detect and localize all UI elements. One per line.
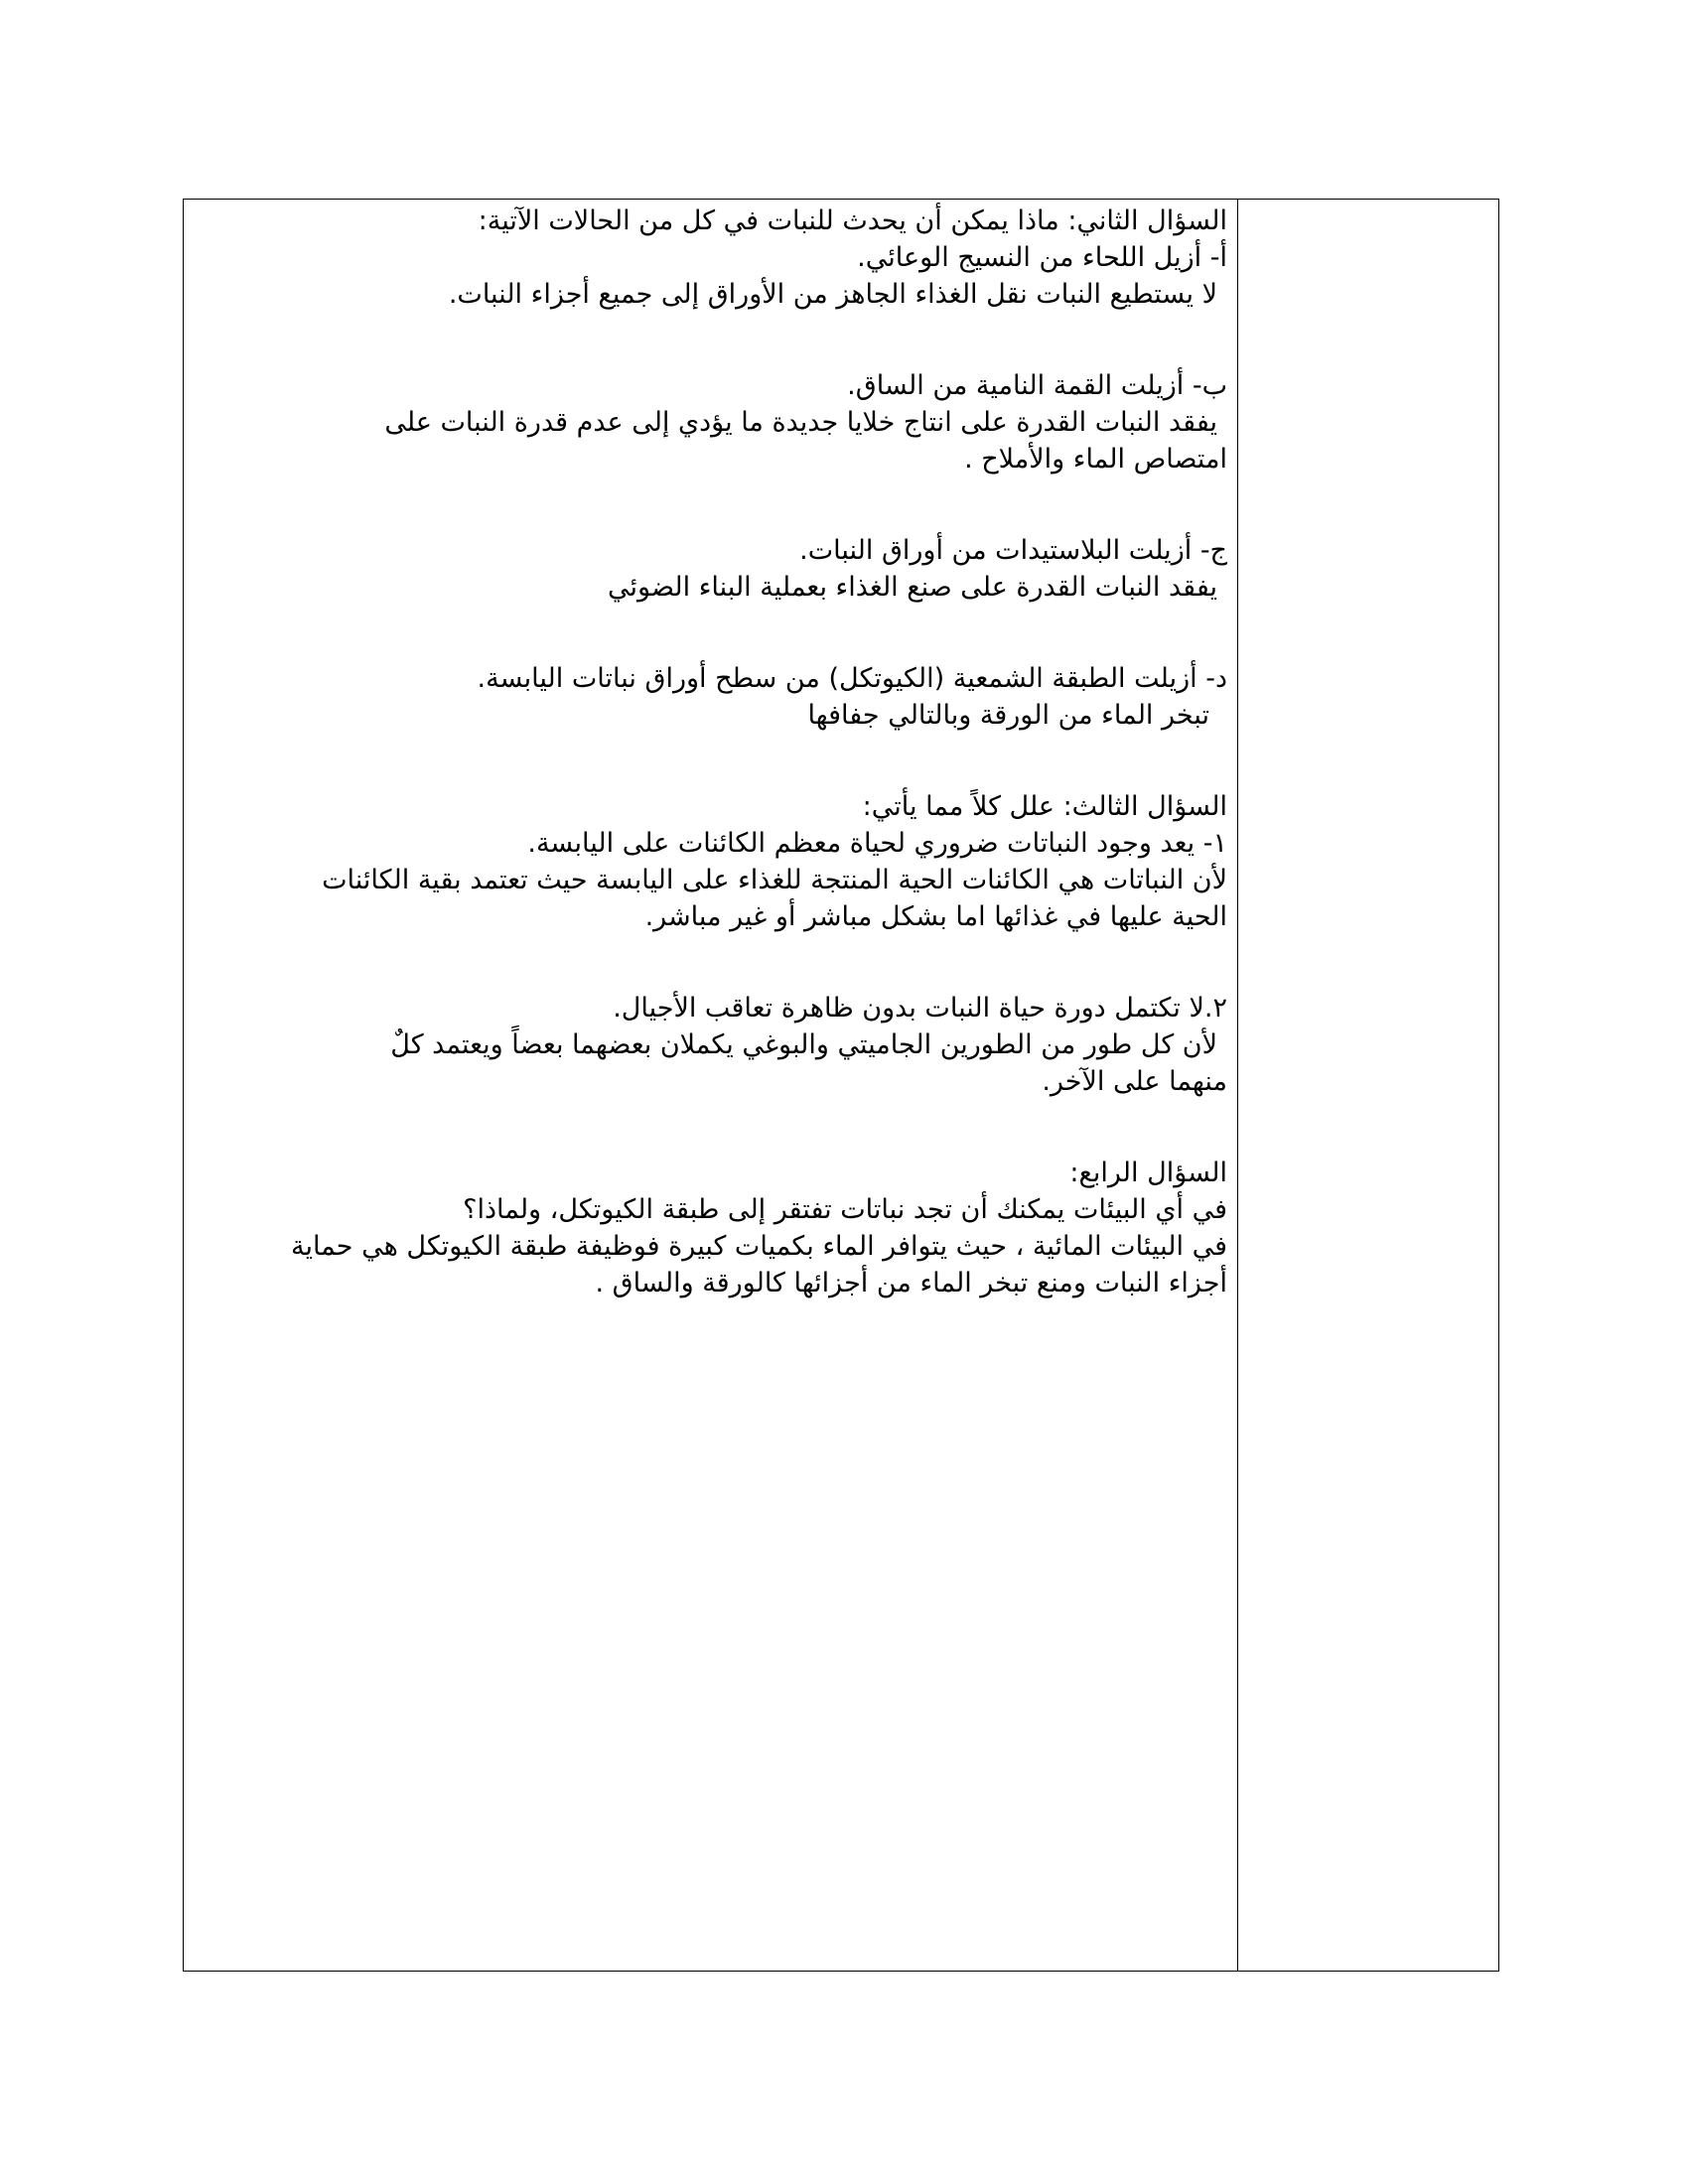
worksheet-table [183, 199, 1499, 1972]
q2-title: السؤال الثاني: ماذا يمكن أن يحدث للنبات في كل من الحالات الآتية: [478, 205, 1227, 236]
q4-question: في أي البيئات يمكنك أن تجد نباتات تفتقر إلى طبقة الكيوتكل، ولماذا؟ [463, 1194, 1227, 1225]
q3-item1-answer-line1: لأن النباتات هي الكائنات الحية المنتجة للغذاء على اليابسة حيث تعتمد بقية الكائنات [322, 865, 1227, 895]
q3-item2-answer-line1: لأن كل طور من الطورين الجاميتي والبوغي يكملان بعضهما بعضاً ويعتمد كلٌ [390, 1029, 1217, 1060]
q3-title: السؤال الثالث: علل كلاً مما يأتي: [862, 791, 1227, 822]
q2-b-question: ب- أزيلت القمة النامية من الساق. [847, 370, 1227, 401]
q2-a-answer: لا يستطيع النبات نقل الغذاء الجاهز من الأوراق إلى جميع أجزاء النبات. [448, 279, 1217, 310]
q2-b-answer-line2: امتصاص الماء والأملاح . [964, 444, 1227, 475]
margin-cell [1238, 200, 1498, 1971]
q4-title: السؤال الرابع: [1069, 1158, 1227, 1188]
q2-d-question: د- أزيلت الطبقة الشمعية (الكيوتكل) من سطح أوراق نباتات اليابسة. [477, 663, 1227, 694]
q4-answer-line1: في البيئات المائية ، حيث يتوافر الماء بكميات كبيرة فوظيفة طبقة الكيوتكل هي حماية [290, 1231, 1227, 1262]
q2-a-question: أ- أزيل اللحاء من النسيج الوعائي. [857, 242, 1227, 273]
answers-cell [184, 200, 1238, 1971]
q2-c-answer: يفقد النبات القدرة على صنع الغذاء بعملية البناء الضوئي [608, 572, 1217, 603]
q2-d-answer: تبخر الماء من الورقة وبالتالي جفافها [807, 700, 1209, 731]
q3-item1-answer-line2: الحية عليها في غذائها اما بشكل مباشر أو غير مباشر. [644, 901, 1227, 932]
q3-item1-question: ١- يعد وجود النباتات ضروري لحياة معظم الكائنات على اليابسة. [527, 828, 1227, 859]
q3-item2-answer-line2: منهما على الآخر. [1042, 1066, 1227, 1097]
q3-item2-question: ٢.لا تكتمل دورة حياة النبات بدون ظاهرة تعاقب الأجيال. [613, 993, 1227, 1024]
q2-b-answer-line1: يفقد النبات القدرة على انتاج خلايا جديدة ما يؤدي إلى عدم قدرة النبات على [384, 407, 1217, 438]
q4-answer-line2: أجزاء النبات ومنع تبخر الماء من أجزائها كالورقة والساق . [595, 1268, 1227, 1298]
q2-c-question: ج- أزيلت البلاستيدات من أوراق النبات. [799, 535, 1227, 566]
